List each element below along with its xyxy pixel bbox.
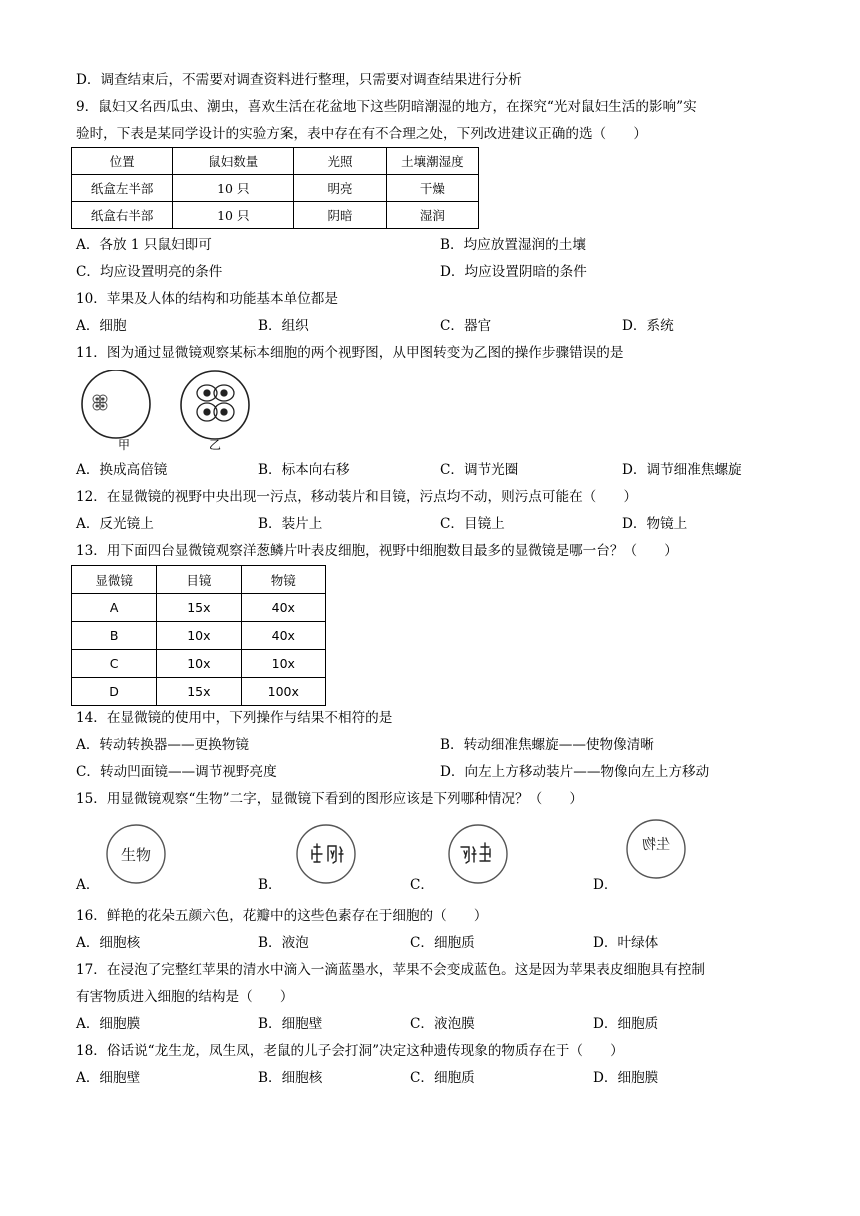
q11-option-b[interactable]: B．标本向右移 xyxy=(258,462,350,478)
q9-stem-line1: 9．鼠妇又名西瓜虫、潮虫，喜欢生活在花盆地下这些阴暗潮湿的地方，在探究“光对鼠妇生活的影响”实 xyxy=(76,99,697,115)
q13-table xyxy=(71,565,326,706)
table-cell: 10x xyxy=(157,622,241,650)
q14-option-b[interactable]: B．转动细准焦螺旋——使物像清晰 xyxy=(440,737,654,753)
table-cell: 纸盒右半部 xyxy=(72,202,173,229)
q15-figure-a-text: 生物 xyxy=(120,846,152,864)
q12-stem: 12．在显微镜的视野中央出现一污点，移动装片和目镜，污点均不动，则污点可能在（ ） xyxy=(76,489,638,505)
q16-stem: 16．鲜艳的花朵五颜六色，花瓣中的这些色素存在于细胞的（ ） xyxy=(76,908,488,924)
q18-option-c[interactable]: C．细胞质 xyxy=(410,1070,475,1086)
q10-stem: 10．苹果及人体的结构和功能基本单位都是 xyxy=(76,291,338,307)
q14-stem: 14．在显微镜的使用中，下列操作与结果不相符的是 xyxy=(76,710,393,726)
table-header-cell: 显微镜 xyxy=(72,566,157,594)
table-cell: 干燥 xyxy=(386,175,478,202)
q12-option-b[interactable]: B．装片上 xyxy=(258,516,323,532)
q15-figure-b-mirrored-text-icon xyxy=(290,823,366,889)
table-header-cell: 鼠妇数量 xyxy=(173,148,294,175)
table-cell: 10x xyxy=(157,650,241,678)
q9-option-d[interactable]: D．均应设置阴暗的条件 xyxy=(440,264,587,280)
table-cell: A xyxy=(72,594,157,622)
q9-option-b[interactable]: B．均应放置湿润的土壤 xyxy=(440,237,586,253)
q15-option-c[interactable]: C． xyxy=(410,877,434,893)
q12-option-d[interactable]: D．物镜上 xyxy=(622,516,688,532)
table-cell: 10 只 xyxy=(173,202,294,229)
q14-option-c[interactable]: C．转动凹面镜——调节视野亮度 xyxy=(76,764,277,780)
q14-option-d[interactable]: D．向左上方移动装片——物像向左上方移动 xyxy=(440,764,710,780)
q15-stem: 15．用显微镜观察“生物”二字，显微镜下看到的图形应该是下列哪种情况？（ ） xyxy=(76,791,583,807)
q15-option-a[interactable]: A． xyxy=(76,877,100,893)
table-cell: 100x xyxy=(241,678,325,706)
table-cell: 明亮 xyxy=(294,175,386,202)
table-header-cell: 位置 xyxy=(72,148,173,175)
q11-option-c[interactable]: C．调节光圈 xyxy=(440,462,519,478)
q9-option-a[interactable]: A．各放 1 只鼠妇即可 xyxy=(76,237,212,253)
field-yi-circle xyxy=(181,371,249,439)
table-row xyxy=(72,566,326,594)
q17-option-b[interactable]: B．细胞壁 xyxy=(258,1016,323,1032)
q10-option-a[interactable]: A．细胞 xyxy=(76,318,127,334)
table-row xyxy=(72,622,326,650)
q11-microscope-fields-figure xyxy=(78,370,258,455)
q15-figure-d-text: 生物 xyxy=(642,837,670,853)
q15-option-d[interactable]: D． xyxy=(593,877,618,893)
q17-stem-line2: 有害物质进入细胞的结构是（ ） xyxy=(76,989,294,1005)
q15-figure-a-upright-text-icon xyxy=(104,823,180,889)
table-cell: 湿润 xyxy=(386,202,478,229)
table-cell: 10x xyxy=(241,650,325,678)
q15-figure-d-rotated-text-icon xyxy=(618,818,694,884)
q18-option-d[interactable]: D．细胞膜 xyxy=(593,1070,659,1086)
table-row xyxy=(72,650,326,678)
figure-label-jia: 甲 xyxy=(118,438,131,452)
field-jia-circle xyxy=(82,370,150,438)
q10-option-b[interactable]: B．组织 xyxy=(258,318,309,334)
q16-option-d[interactable]: D．叶绿体 xyxy=(593,935,659,951)
q10-option-d[interactable]: D．系统 xyxy=(622,318,674,334)
table-cell: C xyxy=(72,650,157,678)
q9-table xyxy=(71,147,479,229)
table-cell: D xyxy=(72,678,157,706)
table-row xyxy=(72,175,479,202)
q13-stem: 13．用下面四台显微镜观察洋葱鳞片叶表皮细胞，视野中细胞数目最多的显微镜是哪一台？（ ） xyxy=(76,543,678,559)
table-cell: 阴暗 xyxy=(294,202,386,229)
large-cells-icon xyxy=(197,385,234,421)
table-cell: 40x xyxy=(241,594,325,622)
q17-option-d[interactable]: D．细胞质 xyxy=(593,1016,659,1032)
q16-option-b[interactable]: B．液泡 xyxy=(258,935,309,951)
q15-option-b[interactable]: B． xyxy=(258,877,282,893)
table-header-cell: 目镜 xyxy=(157,566,241,594)
table-cell: 10 只 xyxy=(173,175,294,202)
q11-stem: 11．图为通过显微镜观察某标本细胞的两个视野图，从甲图转变为乙图的操作步骤错误的是 xyxy=(76,345,624,361)
q18-stem: 18．俗话说“龙生龙，凤生凤，老鼠的儿子会打洞”决定这种遗传现象的物质存在于（ ） xyxy=(76,1043,624,1059)
table-row xyxy=(72,148,479,175)
table-header-cell: 土壤潮湿度 xyxy=(386,148,478,175)
table-header-cell: 光照 xyxy=(294,148,386,175)
q11-option-d[interactable]: D．调节细准焦螺旋 xyxy=(622,462,742,478)
q18-option-b[interactable]: B．细胞核 xyxy=(258,1070,323,1086)
table-header-cell: 物镜 xyxy=(241,566,325,594)
table-cell: 40x xyxy=(241,622,325,650)
q17-option-a[interactable]: A．细胞膜 xyxy=(76,1016,141,1032)
table-row xyxy=(72,202,479,229)
table-row xyxy=(72,594,326,622)
q12-option-a[interactable]: A．反光镜上 xyxy=(76,516,154,532)
q17-option-c[interactable]: C．液泡膜 xyxy=(410,1016,475,1032)
q15-figure-c-mirrored-text-icon xyxy=(442,823,518,889)
q16-option-a[interactable]: A．细胞核 xyxy=(76,935,141,951)
q11-option-a[interactable]: A．换成高倍镜 xyxy=(76,462,168,478)
q16-option-c[interactable]: C．细胞质 xyxy=(410,935,475,951)
q12-option-c[interactable]: C．目镜上 xyxy=(440,516,505,532)
table-row xyxy=(72,678,326,706)
table-cell: 纸盒左半部 xyxy=(72,175,173,202)
table-cell: 15x xyxy=(157,594,241,622)
q17-stem-line1: 17．在浸泡了完整红苹果的清水中滴入一滴蓝墨水，苹果不会变成蓝色。这是因为苹果表皮细胞具有控制 xyxy=(76,962,706,978)
q9-stem-line2: 验时，下表是某同学设计的实验方案，表中存在有不合理之处，下列改进建议正确的选（ ） xyxy=(76,126,647,142)
table-cell: B xyxy=(72,622,157,650)
figure-label-yi: 乙 xyxy=(209,438,222,452)
table-cell: 15x xyxy=(157,678,241,706)
q18-option-a[interactable]: A．细胞壁 xyxy=(76,1070,141,1086)
q10-option-c[interactable]: C．器官 xyxy=(440,318,492,334)
q8-option-d: D．调查结束后，不需要对调查资料进行整理，只需要对调查结果进行分析 xyxy=(76,72,522,88)
q9-option-c[interactable]: C．均应设置明亮的条件 xyxy=(76,264,223,280)
q14-option-a[interactable]: A．转动转换器——更换物镜 xyxy=(76,737,249,753)
small-cells-icon xyxy=(93,395,107,410)
